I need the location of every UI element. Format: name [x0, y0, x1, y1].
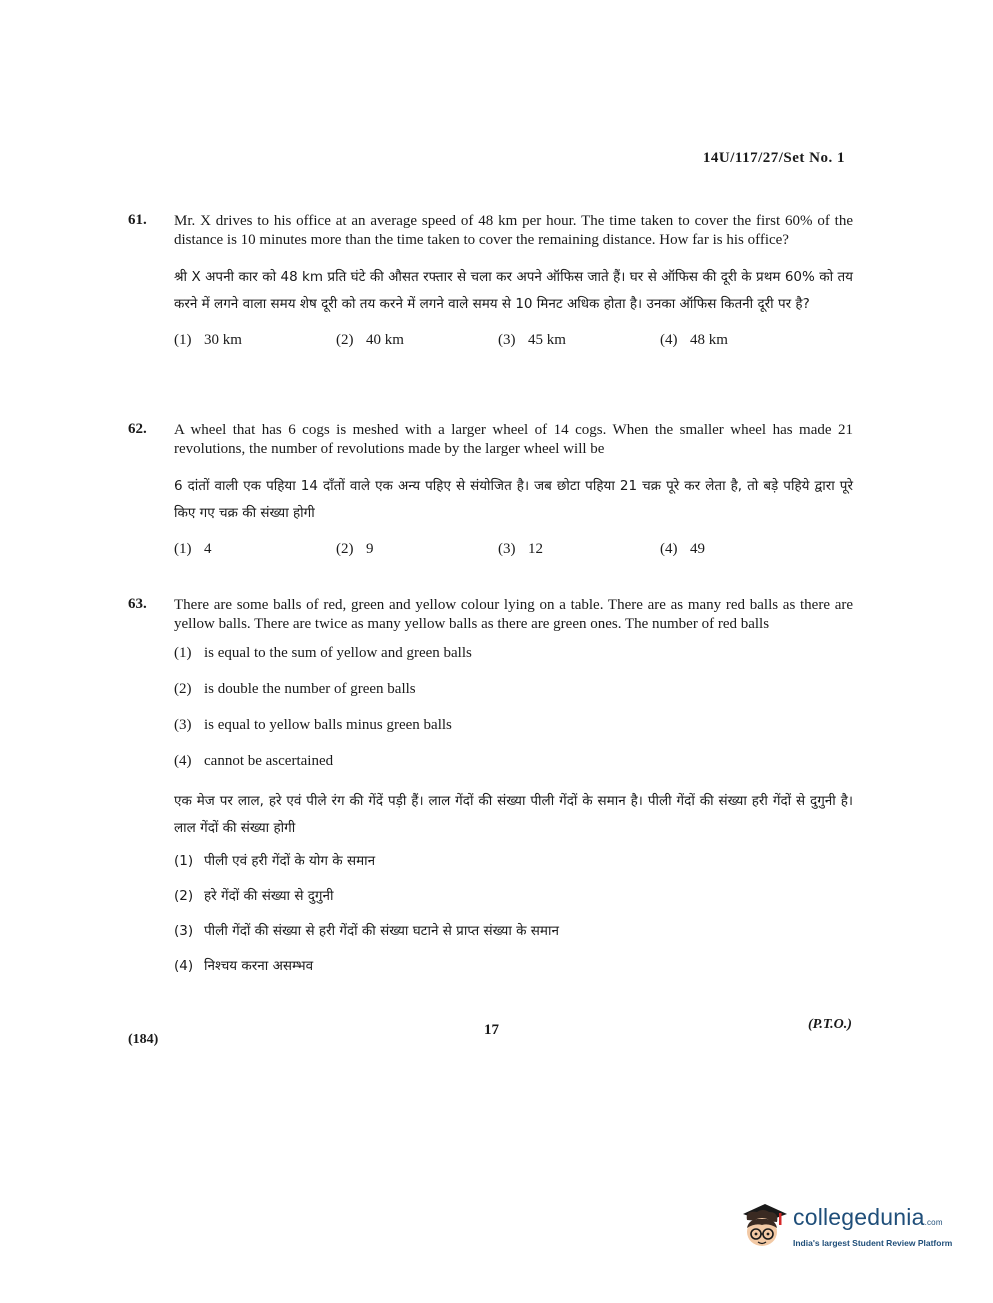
logo-tagline: India's largest Student Review Platform — [793, 1238, 953, 1248]
options-hindi — [174, 852, 853, 976]
option-1: (1) पीली एवं हरी गेंदों के योग के समान — [174, 853, 376, 869]
option-4: (4) निश्चय करना असम्भव — [174, 958, 314, 974]
option-3: (3) 45 km — [498, 332, 566, 348]
question-text-hindi: 6 दांतों वाली एक पहिया 14 दाँतों वाले एक अन्य पहिए से संयोजित है। जब छोटा पहिया 21 चक्र पूरे कर लेता है, तो बड़े पहिये द्वारा पूरे किए गए चक्र की संख्या होगी — [174, 478, 853, 521]
question-text-hindi: श्री X अपनी कार को 48 km प्रति घंटे की औसत रफ्तार से चला कर अपने ऑफिस जाते हैं। घर से ऑफिस की दूरी के प्रथम 60% को तय करने में लगने वाला समय शेष दूरी को तय करने में लगने वाले समय से 10 मिनट अधिक होता है। उनका ऑफिस कितनी दूरी पर है? — [174, 269, 853, 312]
question-62 — [128, 421, 853, 558]
option-3: (3) 12 — [498, 541, 543, 557]
student-mascot-icon — [735, 1198, 791, 1254]
footer-code: (184) — [128, 1032, 159, 1047]
question-63 — [128, 596, 853, 992]
option-2: (2) 40 km — [336, 332, 404, 348]
question-number: 63. — [128, 596, 147, 612]
question-61 — [128, 212, 853, 349]
options-row — [174, 541, 853, 558]
logo-name: collegedunia — [793, 1204, 925, 1230]
pto-label: (P.T.O.) — [808, 1017, 852, 1032]
option-1: (1) 4 — [174, 541, 212, 557]
paper-code: 14U/117/27/Set No. 1 — [702, 150, 845, 166]
option-3: (3) is equal to yellow balls minus green balls — [174, 717, 452, 733]
logo-suffix: .com — [924, 1218, 943, 1227]
page-number: 17 — [484, 1022, 499, 1038]
option-4: (4) cannot be ascertained — [174, 753, 334, 769]
question-text-english: There are some balls of red, green and yellow colour lying on a table. There are as many red balls as there are yellow balls. There are twice as many yellow balls as there are green ones. The number of red balls — [174, 597, 853, 632]
question-number: 61. — [128, 212, 147, 228]
option-2: (2) हरे गेंदों की संख्या से दुगुनी — [174, 888, 334, 904]
option-2: (2) is double the number of green balls — [174, 681, 416, 697]
option-1: (1) is equal to the sum of yellow and green balls — [174, 645, 472, 661]
option-4: (4) 49 — [660, 541, 705, 557]
option-1: (1) 30 km — [174, 332, 242, 348]
options-row — [174, 332, 853, 349]
question-text-english: Mr. X drives to his office at an average speed of 48 km per hour. The time taken to cover the first 60% of the distance is 10 minutes more than the time taken to cover the remaining distance. How far is his office? — [174, 213, 853, 248]
option-4: (4) 48 km — [660, 332, 728, 348]
question-text-hindi: एक मेज पर लाल, हरे एवं पीले रंग की गेंदें पड़ी हैं। लाल गेंदों की संख्या पीली गेंदों के समान है। पीली गेंदों की संख्या हरी गेंदों से दुगुनी है। लाल गेंदों की संख्या होगी — [174, 793, 853, 836]
option-3: (3) पीली गेंदों की संख्या से हरी गेंदों की संख्या घटाने से प्राप्त संख्या के समान — [174, 923, 559, 939]
options-english — [174, 644, 853, 771]
collegedunia-logo — [735, 1198, 965, 1258]
option-2: (2) 9 — [336, 541, 374, 557]
question-number: 62. — [128, 421, 147, 437]
question-text-english: A wheel that has 6 cogs is meshed with a larger wheel of 14 cogs. When the smaller wheel has made 21 revolutions, the number of revolutions made by the larger wheel will be — [174, 422, 853, 457]
